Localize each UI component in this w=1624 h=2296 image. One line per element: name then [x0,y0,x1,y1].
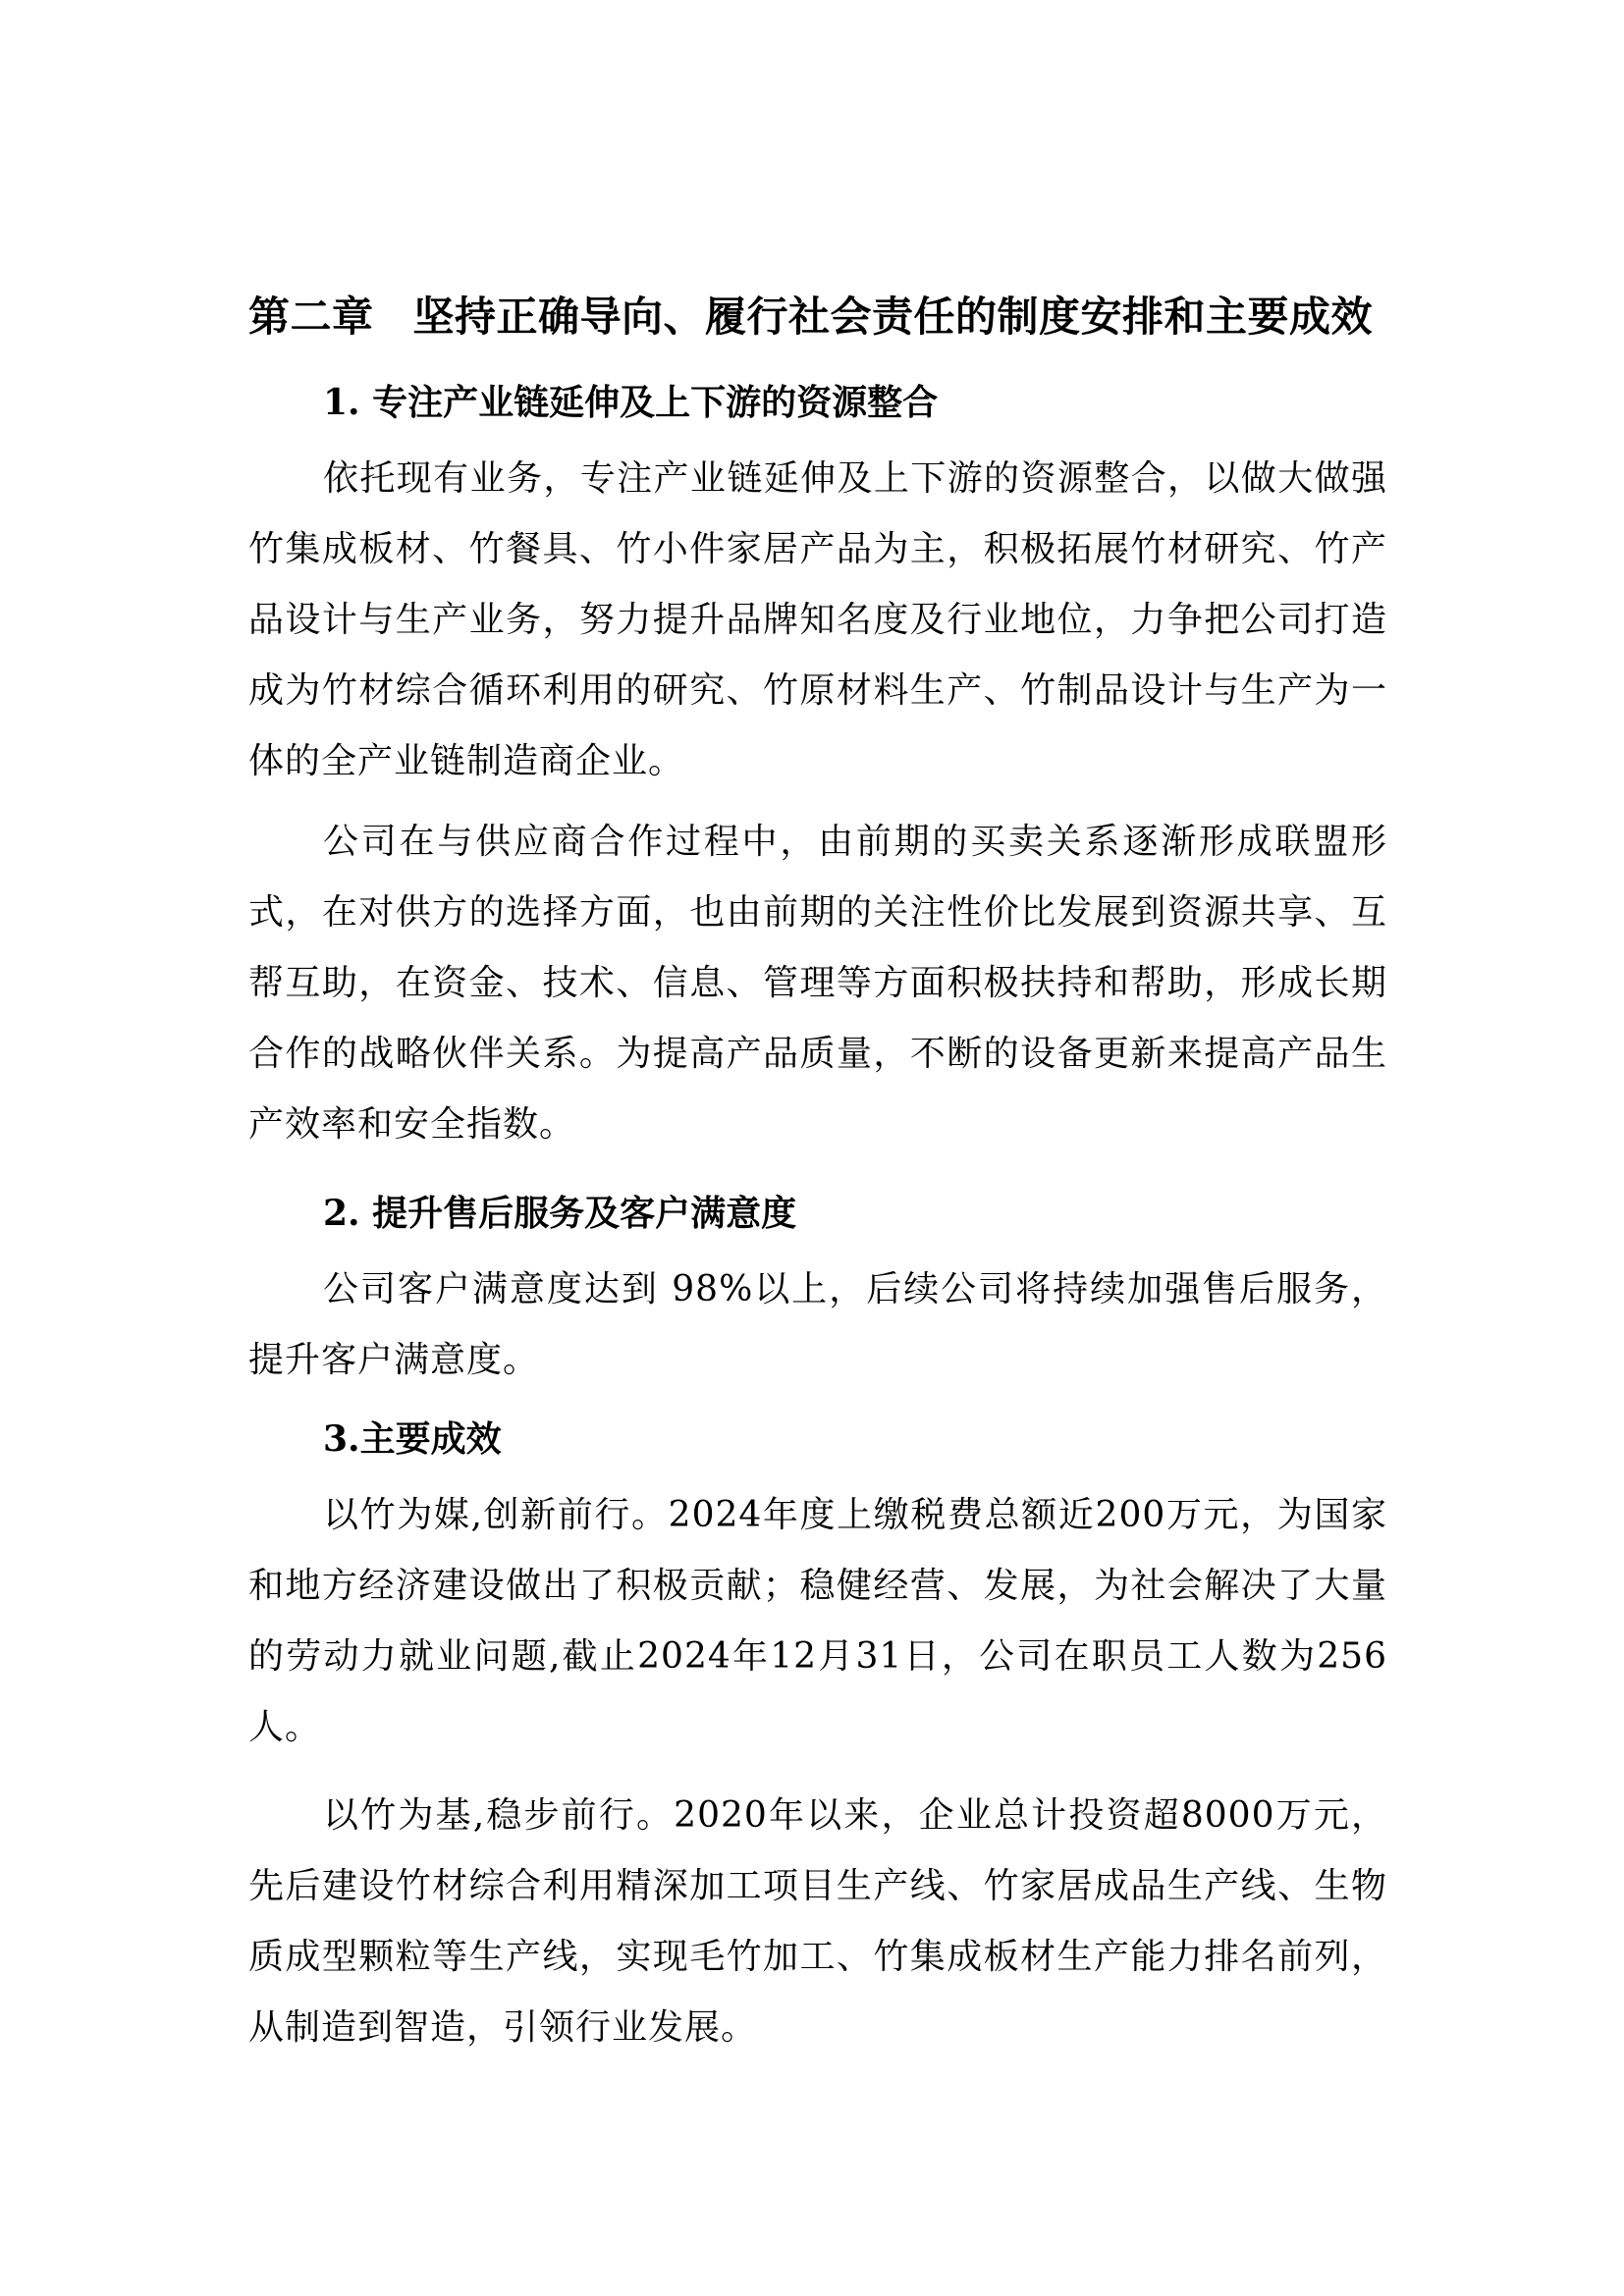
paragraph-1-1: 依托现有业务，专注产业链延伸及上下游的资源整合，以做大做强竹集成板材、竹餐具、竹小件家居产品为主，积极拓展竹材研究、竹产品设计与生产业务，努力提升品牌知名度及行业地位，力争把公司打造成为竹材综合循环利用的研究、竹原材料生产、竹制品设计与生产为一体的全产业链制造商企业。 [248,458,1387,781]
paragraph-3-1: 以竹为媒,创新前行。2024年度上缴税费总额近200万元，为国家和地方经济建设做出了积极贡献；稳健经营、发展，为社会解决了大量的劳动力就业问题,截止2024年12月31日，公司在职员工人数为256人。 [248,1495,1387,1747]
paragraph-3-2: 以竹为基,稳步前行。2020年以来，企业总计投资超8000万元，先后建设竹材综合利用精深加工项目生产线、竹家居成品生产线、生物质成型颗粒等生产线，实现毛竹加工、竹集成板材生产能力排名前列，从制造到智造，引领行业发展。 [248,1795,1387,2048]
section-heading-2: 2. 提升售后服务及客户满意度 [323,1193,797,1234]
chapter-title [248,280,1387,353]
section-heading-3: 3.主要成效 [323,1418,502,1460]
chapter-number: 第二章 [248,293,374,341]
paragraph-1-2: 公司在与供应商合作过程中，由前期的买卖关系逐渐形成联盟形式，在对供方的选择方面，也由前期的关注性价比发展到资源共享、互帮互助，在资金、技术、信息、管理等方面积极扶持和帮助，形成长期合作的战略伙伴关系。为提高产品质量，不断的设备更新来提高产品生产效率和安全指数。 [248,822,1387,1145]
chapter-title-text: 坚持正确导向、履行社会责任的制度安排和主要成效 [412,293,1374,341]
paragraph-2-1: 公司客户满意度达到 98%以上，后续公司将持续加强售后服务，提升客户满意度。 [248,1269,1387,1380]
section-heading-1: 1. 专注产业链延伸及上下游的资源整合 [323,382,939,423]
document-content [248,280,1387,2063]
